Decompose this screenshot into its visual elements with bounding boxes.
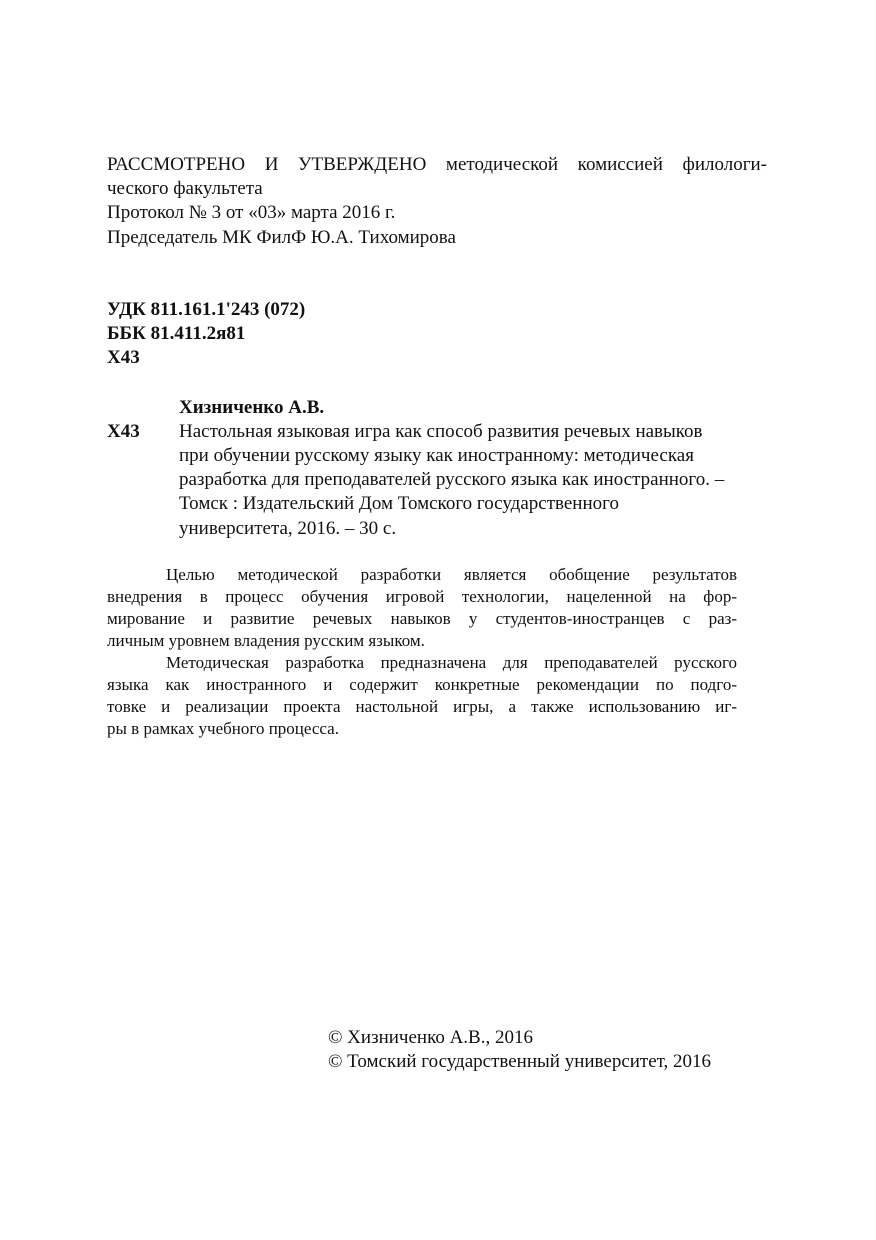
bib-line-4: Томск : Издательский Дом Томского государственного [179, 493, 619, 514]
abstract-line-5: Методическая разработка предназначена для преподавателей русского [166, 653, 737, 672]
copyright-author: © Хизниченко А.В., 2016 [328, 1027, 533, 1048]
copyright-university: © Томский государственный университет, 2016 [328, 1051, 712, 1072]
bib-sign: Х43 [107, 421, 140, 442]
abstract-line-4: личным уровнем владения русским языком. [107, 631, 425, 650]
abstract-line-3: мирование и развитие речевых навыков у студентов-иностранцев с раз- [107, 609, 737, 628]
abstract-line-8: ры в рамках учебного процесса. [107, 719, 339, 738]
abstract-line-2: внедрения в процесс обучения игровой технологии, нацеленной на фор- [107, 587, 737, 606]
bib-author: Хизниченко А.В. [179, 397, 325, 418]
bib-line-1: Настольная языковая игра как способ развития речевых навыков [179, 421, 703, 442]
abstract-line-6: языка как иностранного и содержит конкретные рекомендации по подго- [107, 675, 737, 694]
abstract-line-7: товке и реализации проекта настольной игры, а также использованию иг- [107, 697, 737, 716]
bbk-code: ББК 81.411.2я81 [107, 323, 246, 344]
bib-line-5: университета, 2016. – 30 с. [179, 518, 397, 539]
approval-line-1: РАССМОТРЕНО И УТВЕРЖДЕНО методической комиссией филологи- [107, 154, 767, 175]
abstract-line-1: Целью методической разработки является обобщение результатов [166, 565, 737, 584]
bib-line-2: при обучении русскому языку как иностранному: методическая [179, 445, 694, 466]
author-sign: Х43 [107, 347, 140, 368]
approval-chairman: Председатель МК ФилФ Ю.А. Тихомирова [107, 227, 456, 248]
udk-code: УДК 811.161.1'243 (072) [107, 299, 306, 320]
bib-line-3: разработка для преподавателей русского языка как иностранного. – [179, 469, 725, 490]
approval-line-2: ческого факультета [107, 178, 263, 199]
approval-protocol: Протокол № 3 от «03» марта 2016 г. [107, 202, 396, 223]
